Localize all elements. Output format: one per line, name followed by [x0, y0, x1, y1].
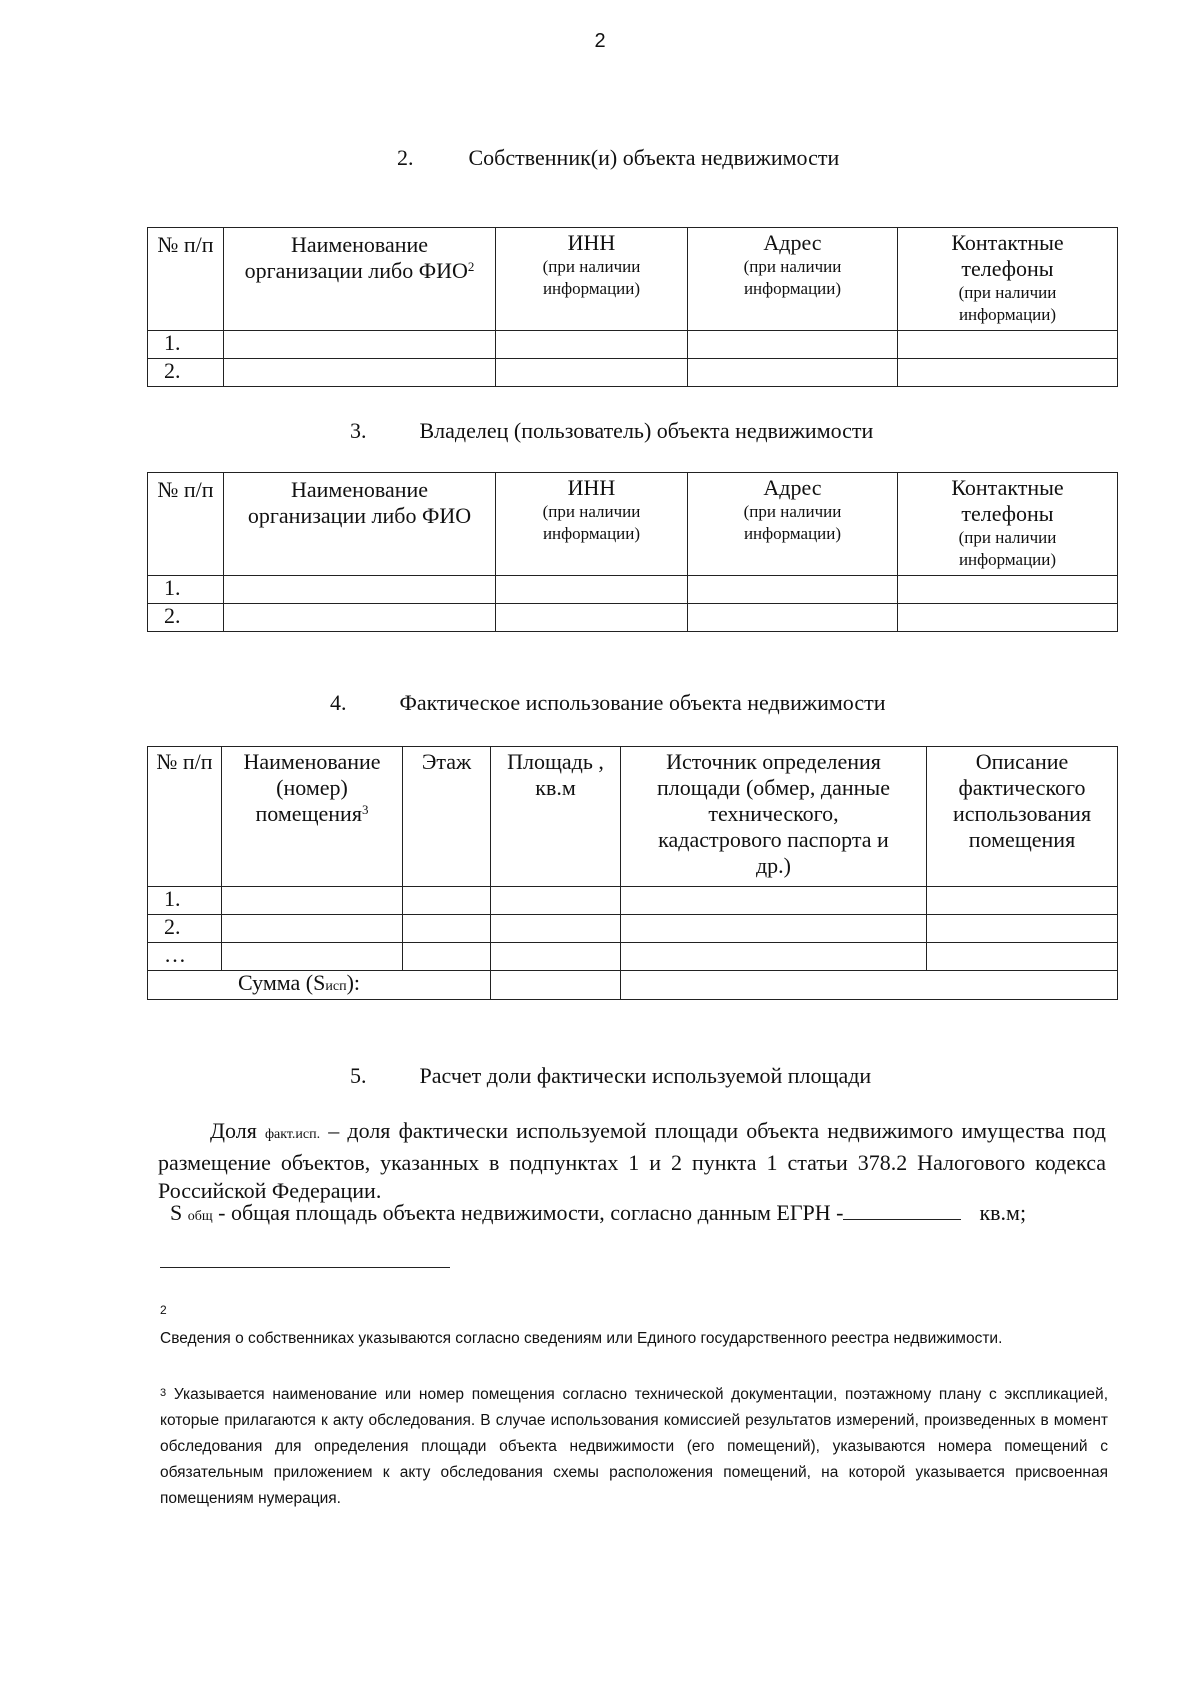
sum-label: [148, 971, 491, 1000]
share-term: Доля: [210, 1118, 257, 1143]
floor-cell[interactable]: [403, 887, 491, 915]
section-4-heading: [330, 690, 885, 716]
description-cell[interactable]: [927, 943, 1118, 971]
section-3-title: Владелец (пользователь) объекта недвижимости: [419, 418, 874, 443]
usage-table-header: [148, 747, 1118, 887]
header-inn: [496, 473, 688, 576]
table-row: [148, 943, 1118, 971]
sum-row: [148, 971, 1118, 1000]
source-cell[interactable]: [621, 887, 927, 915]
share-definition-paragraph: [158, 1117, 1106, 1205]
owners-table-header: [148, 228, 1118, 331]
row-number: 2.: [148, 359, 224, 387]
footnote-2-text: Сведения о собственниках указываются согласно сведениям или Единого государственного реестра недвижимости.: [160, 1330, 1003, 1347]
footnote-2-mark: 2: [160, 1303, 167, 1317]
section-4-number: 4.: [330, 690, 347, 715]
row-number: 1.: [148, 576, 224, 604]
room-cell[interactable]: [222, 943, 403, 971]
header-phones: [898, 473, 1118, 576]
header-phones-label: Контактные телефоны: [951, 230, 1064, 281]
header-address: [688, 473, 898, 576]
row-number: 2.: [148, 604, 224, 632]
section-3-number: 3.: [350, 418, 367, 443]
holders-table: [147, 472, 1118, 632]
owner-inn-cell[interactable]: [496, 359, 688, 387]
header-inn-note: (при наличии информации): [542, 257, 641, 298]
holder-phones-cell[interactable]: [898, 576, 1118, 604]
area-cell[interactable]: [491, 943, 621, 971]
total-area-term-sub: общ: [187, 1209, 213, 1224]
room-cell[interactable]: [222, 887, 403, 915]
section-5-heading: [350, 1063, 871, 1089]
header-address-label: Адрес: [763, 230, 822, 255]
sum-empty-cell: [621, 971, 1118, 1000]
table-row: [148, 604, 1118, 632]
table-row: [148, 915, 1118, 943]
table-row: [148, 359, 1118, 387]
footnote-3: [160, 1382, 1108, 1512]
holder-address-cell[interactable]: [688, 604, 898, 632]
section-5-title: Расчет доли фактически используемой площади: [419, 1063, 872, 1088]
header-room: [222, 747, 403, 887]
header-address: [688, 228, 898, 331]
section-3-heading: [350, 418, 873, 444]
share-definition-text: – доля фактически используемой площади объекта недвижимого имущества под размещение объектов, указанных в подпунктах 1 и 2 пункта 1 статьи 378.2 Налогового кодекса Российской Федерации.: [158, 1118, 1106, 1203]
header-inn-label: ИНН: [567, 230, 616, 255]
row-number: 1.: [148, 887, 222, 915]
header-phones-label: Контактные телефоны: [951, 475, 1064, 526]
table-row: [148, 576, 1118, 604]
total-area-line: [158, 1199, 1106, 1231]
holders-table-header: [148, 473, 1118, 576]
page-number: 2: [594, 30, 606, 52]
owner-phones-cell[interactable]: [898, 359, 1118, 387]
section-5-number: 5.: [350, 1063, 367, 1088]
header-area: Площадь , кв.м: [491, 747, 621, 887]
header-name: Наименование организации либо ФИО: [224, 473, 496, 576]
header-name-text: Наименование организации либо ФИО: [244, 232, 468, 283]
owner-phones-cell[interactable]: [898, 331, 1118, 359]
holder-name-cell[interactable]: [224, 576, 496, 604]
section-2-number: 2.: [397, 145, 414, 170]
owner-address-cell[interactable]: [688, 359, 898, 387]
floor-cell[interactable]: [403, 943, 491, 971]
holder-address-cell[interactable]: [688, 576, 898, 604]
description-cell[interactable]: [927, 915, 1118, 943]
total-area-unit: кв.м;: [979, 1200, 1027, 1225]
area-cell[interactable]: [491, 887, 621, 915]
row-number: 1.: [148, 331, 224, 359]
owner-name-cell[interactable]: [224, 331, 496, 359]
source-cell[interactable]: [621, 915, 927, 943]
header-phones-note: (при наличии информации): [958, 283, 1057, 324]
sum-label-text: Сумма (S: [238, 970, 326, 995]
owner-inn-cell[interactable]: [496, 331, 688, 359]
header-inn-label: ИНН: [567, 475, 616, 500]
section-2-title: Собственник(и) объекта недвижимости: [468, 145, 840, 170]
header-description: Описание фактического использования помещения: [927, 747, 1118, 887]
section-4-title: Фактическое использование объекта недвижимости: [399, 690, 886, 715]
header-num: № п/п: [148, 747, 222, 887]
sum-area-cell[interactable]: [491, 971, 621, 1000]
header-num: № п/п: [148, 473, 224, 576]
share-term-sub: факт.исп.: [264, 1127, 321, 1142]
area-cell[interactable]: [491, 915, 621, 943]
table-row: [148, 331, 1118, 359]
source-cell[interactable]: [621, 943, 927, 971]
usage-table: [147, 746, 1118, 1000]
description-cell[interactable]: [927, 887, 1118, 915]
section-2-heading: [397, 145, 839, 171]
total-area-text: - общая площадь объекта недвижимости, согласно данным ЕГРН -: [212, 1200, 844, 1225]
header-address-note: (при наличии информации): [743, 257, 842, 298]
holder-inn-cell[interactable]: [496, 604, 688, 632]
header-address-label: Адрес: [763, 475, 822, 500]
header-inn: [496, 228, 688, 331]
header-phones-note: (при наличии информации): [958, 528, 1057, 569]
footnote-3-mark: 3: [160, 1387, 167, 1399]
header-source: Источник определения площади (обмер, данные технического, кадастрового паспорта и др.): [621, 747, 927, 887]
footnote-3-text: Указывается наименование или номер помещения согласно технической документации, поэтажному плану с экспликацией, которые прилагаются к акту обследования. В случае использования комиссией результатов измерений, произведенных в момент обследования для определения площади объекта недвижимости (его помещений), указываются номера помещений с обязательным приложением к акту обследования схемы расположения помещений, на которой указывается присвоенная помещениям нумерация.: [160, 1386, 1108, 1507]
header-name: [224, 228, 496, 331]
row-number: …: [148, 943, 222, 971]
header-floor: Этаж: [403, 747, 491, 887]
sum-label-sub: исп: [325, 979, 347, 994]
owners-table: [147, 227, 1118, 387]
table-row: [148, 887, 1118, 915]
room-cell[interactable]: [222, 915, 403, 943]
owner-name-cell[interactable]: [224, 359, 496, 387]
footnote-ref-3: 3: [361, 802, 369, 817]
header-phones: [898, 228, 1118, 331]
sum-label-close: ):: [346, 970, 361, 995]
header-room-text: Наименование (номер) помещения: [243, 749, 381, 826]
holder-phones-cell[interactable]: [898, 604, 1118, 632]
footnote-ref-2: 2: [467, 259, 475, 274]
total-area-term: S: [170, 1200, 183, 1225]
holder-name-cell[interactable]: [224, 604, 496, 632]
header-address-note: (при наличии информации): [743, 502, 842, 543]
owner-address-cell[interactable]: [688, 331, 898, 359]
floor-cell[interactable]: [403, 915, 491, 943]
header-inn-note: (при наличии информации): [542, 502, 641, 543]
row-number: 2.: [148, 915, 222, 943]
footnote-separator: [160, 1267, 450, 1268]
total-area-blank[interactable]: [843, 1201, 961, 1220]
holder-inn-cell[interactable]: [496, 576, 688, 604]
header-num: № п/п: [148, 228, 224, 331]
